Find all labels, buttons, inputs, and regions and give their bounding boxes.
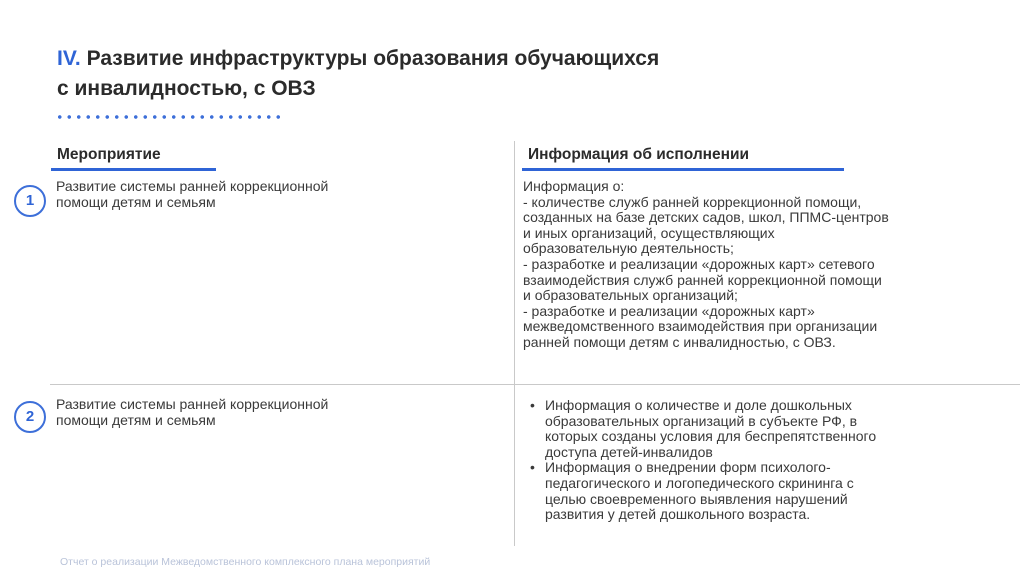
info-bullet-list: [523, 398, 1018, 523]
row-divider: [50, 384, 1020, 385]
list-item: [523, 460, 1018, 522]
info-line: созданных на базе детских садов, школ, ППМС-центров: [523, 209, 889, 226]
bullet-icon: •: [530, 459, 535, 476]
info-line: развития у детей дошкольного возраста.: [545, 506, 811, 523]
row-number-badge: 1: [14, 185, 46, 217]
footer-text: Отчет о реализации Межведомственного комплексного плана мероприятий: [60, 556, 431, 568]
info-line: целью своевременного выявления нарушений: [545, 490, 848, 507]
info-line: Информация о:: [523, 178, 625, 194]
info-line: взаимодействия служб ранней коррекционной помощи: [523, 271, 882, 288]
list-item: [523, 398, 1018, 460]
dotted-divider: [55, 114, 280, 120]
info-line: - разработке и реализации «дорожных карт»: [523, 302, 815, 319]
column-divider: [514, 141, 515, 546]
info-line: образовательную деятельность;: [523, 240, 734, 257]
info-line: образовательных организаций в субъекте РФ, в: [545, 412, 858, 429]
bullet-icon: •: [530, 397, 535, 413]
activity-cell: [56, 179, 496, 210]
activity-line: Развитие системы ранней коррекционной: [56, 396, 329, 412]
info-line: которых созданы условия для беспрепятственного: [545, 428, 877, 445]
title-text-1: Развитие инфраструктуры образования обучающихся: [80, 47, 660, 70]
info-line: педагогического и логопедического скрининга с: [545, 474, 854, 491]
info-line: - количестве служб ранней коррекционной помощи,: [523, 193, 862, 210]
title-line-2: с инвалидностью, с ОВЗ: [57, 77, 316, 100]
row-number-badge: 2: [14, 401, 46, 433]
info-line: и образовательных организаций;: [523, 287, 738, 304]
section-numeral: IV.: [57, 47, 81, 70]
page-title: [57, 44, 957, 104]
info-line: и иных организаций, осуществляющих: [523, 224, 775, 241]
info-line: доступа детей-инвалидов: [545, 443, 713, 460]
column-header-activity: Мероприятие: [57, 146, 161, 163]
info-cell: [523, 179, 1018, 351]
activity-line: помощи детям и семьям: [56, 193, 216, 210]
info-cell: [523, 398, 1018, 523]
info-line: Информация о количестве и доле дошкольных: [545, 397, 852, 413]
column-header-info-underline: [522, 168, 844, 171]
column-header-activity-underline: [51, 168, 216, 171]
title-line-1: [57, 44, 957, 74]
activity-cell: [56, 397, 496, 428]
activity-line: помощи детям и семьям: [56, 411, 216, 428]
info-line: - разработке и реализации «дорожных карт» сетевого: [523, 255, 875, 272]
info-line: ранней помощи детям с инвалидностью, с ОВЗ.: [523, 333, 836, 350]
info-line: межведомственного взаимодействия при организации: [523, 318, 878, 335]
column-header-info: Информация об исполнении: [528, 146, 750, 163]
activity-line: Развитие системы ранней коррекционной: [56, 178, 329, 194]
info-line: Информация о внедрении форм психолого-: [545, 459, 831, 476]
